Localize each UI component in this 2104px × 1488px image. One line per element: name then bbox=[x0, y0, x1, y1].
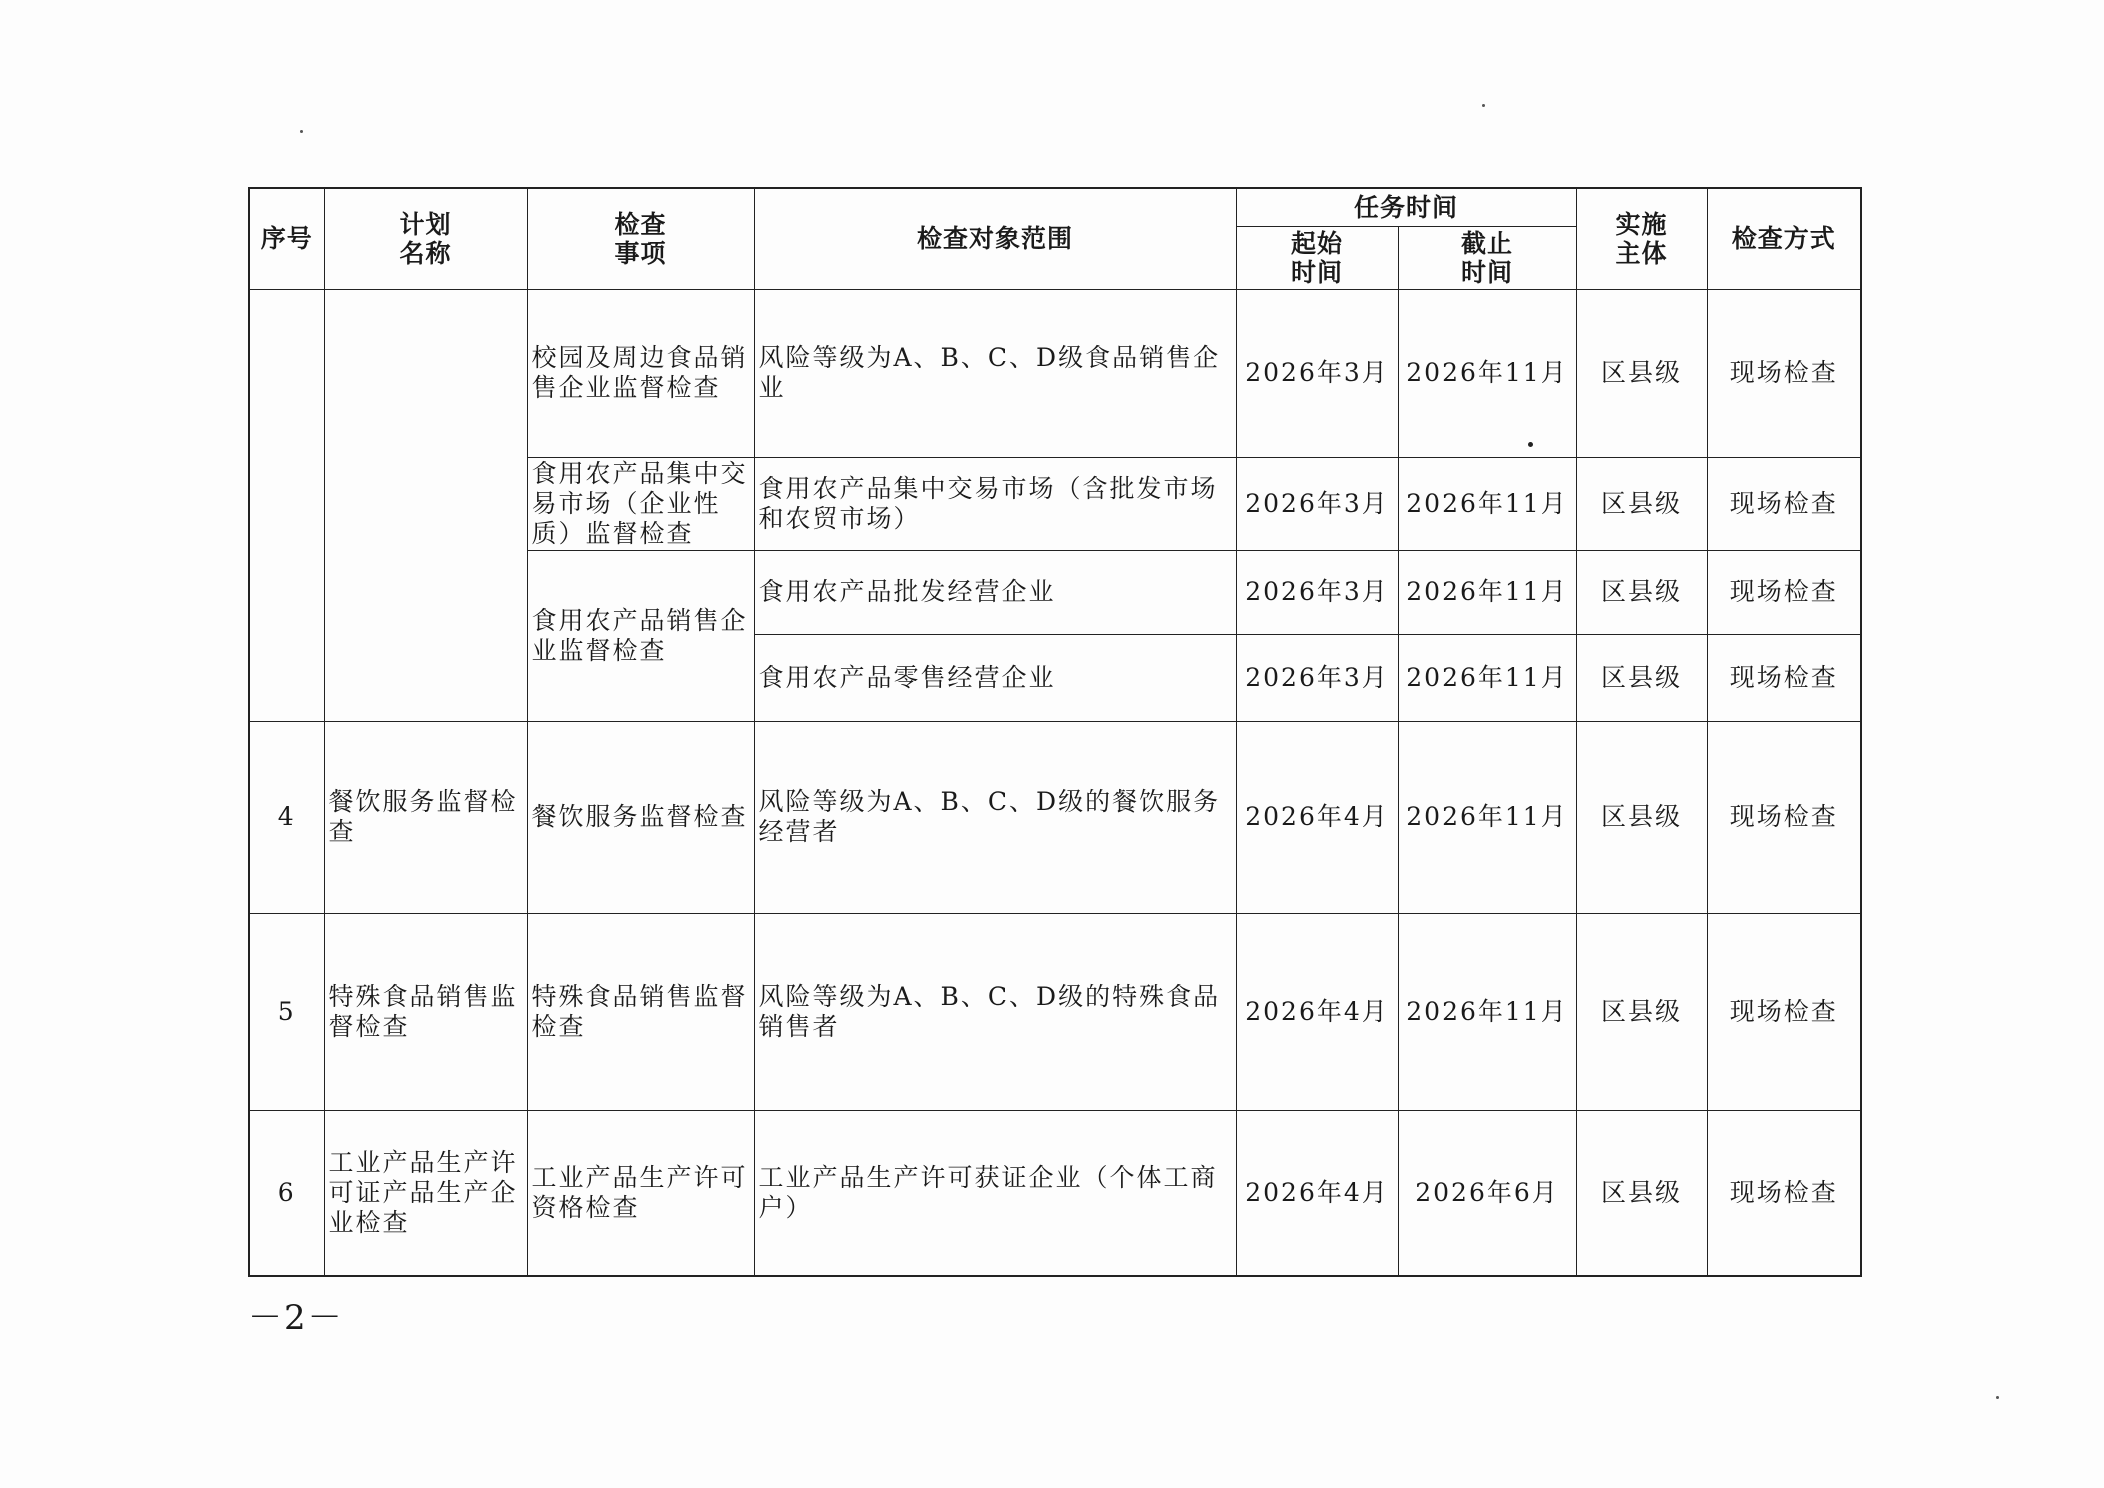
cell-body: 区县级 bbox=[1576, 1110, 1707, 1276]
scan-speck bbox=[1996, 1396, 1999, 1399]
cell-scope: 风险等级为A、B、C、D级的餐饮服务经营者 bbox=[754, 721, 1236, 913]
scan-speck bbox=[300, 130, 303, 133]
header-item-line1: 检查 bbox=[614, 209, 667, 239]
cell-body: 区县级 bbox=[1576, 913, 1707, 1110]
cell-method: 现场检查 bbox=[1707, 721, 1861, 913]
cell-method: 现场检查 bbox=[1707, 1110, 1861, 1276]
table-header bbox=[249, 188, 1861, 289]
cell-end: 2026年11月 bbox=[1398, 550, 1576, 634]
cell-scope: 工业产品生产许可获证企业（个体工商户） bbox=[754, 1110, 1236, 1276]
header-item-line2: 事项 bbox=[614, 238, 667, 268]
header-item bbox=[527, 188, 754, 289]
cell-start: 2026年4月 bbox=[1236, 1110, 1398, 1276]
header-plan-name-line1: 计划 bbox=[399, 209, 452, 239]
table-row bbox=[249, 1110, 1861, 1276]
header-body-line1: 实施 bbox=[1615, 209, 1668, 239]
cell-scope: 食用农产品零售经营企业 bbox=[754, 634, 1236, 721]
header-body-line2: 主体 bbox=[1615, 238, 1668, 268]
cell-body: 区县级 bbox=[1576, 289, 1707, 457]
scan-speck bbox=[1482, 104, 1485, 107]
table-row bbox=[249, 289, 1861, 457]
header-end-line1: 截止 bbox=[1461, 228, 1514, 258]
header-plan-name bbox=[324, 188, 527, 289]
header-seq: 序号 bbox=[249, 188, 324, 289]
cell-method: 现场检查 bbox=[1707, 634, 1861, 721]
header-implementing-body bbox=[1576, 188, 1707, 289]
cell-scope: 风险等级为A、B、C、D级的特殊食品销售者 bbox=[754, 913, 1236, 1110]
cell-item: 特殊食品销售监督检查 bbox=[527, 913, 754, 1110]
cell-end: 2026年11月 bbox=[1398, 913, 1576, 1110]
cell-item: 食用农产品销售企业监督检查 bbox=[527, 550, 754, 721]
cell-scope: 食用农产品集中交易市场（含批发市场和农贸市场） bbox=[754, 457, 1236, 550]
cell-plan: 工业产品生产许可证产品生产企业检查 bbox=[324, 1110, 527, 1276]
cell-method: 现场检查 bbox=[1707, 550, 1861, 634]
cell-seq: 4 bbox=[249, 721, 324, 913]
cell-plan: 餐饮服务监督检查 bbox=[324, 721, 527, 913]
cell-item: 校园及周边食品销售企业监督检查 bbox=[527, 289, 754, 457]
page-number: －2－ bbox=[248, 1298, 344, 1338]
cell-end: 2026年6月 bbox=[1398, 1110, 1576, 1276]
cell-start: 2026年3月 bbox=[1236, 634, 1398, 721]
cell-scope: 风险等级为A、B、C、D级食品销售企业 bbox=[754, 289, 1236, 457]
cell-method: 现场检查 bbox=[1707, 457, 1861, 550]
cell-start: 2026年4月 bbox=[1236, 721, 1398, 913]
cell-start: 2026年4月 bbox=[1236, 913, 1398, 1110]
cell-plan bbox=[324, 289, 527, 721]
cell-method: 现场检查 bbox=[1707, 913, 1861, 1110]
cell-start: 2026年3月 bbox=[1236, 289, 1398, 457]
cell-start: 2026年3月 bbox=[1236, 457, 1398, 550]
table-row bbox=[249, 721, 1861, 913]
header-start-time bbox=[1236, 226, 1398, 289]
cell-body: 区县级 bbox=[1576, 550, 1707, 634]
cell-start: 2026年3月 bbox=[1236, 550, 1398, 634]
header-end-line2: 时间 bbox=[1461, 257, 1514, 287]
cell-body: 区县级 bbox=[1576, 634, 1707, 721]
cell-end: 2026年11月 bbox=[1398, 457, 1576, 550]
cell-seq bbox=[249, 289, 324, 721]
cell-scope: 食用农产品批发经营企业 bbox=[754, 550, 1236, 634]
header-plan-name-line2: 名称 bbox=[399, 238, 452, 268]
cell-item: 餐饮服务监督检查 bbox=[527, 721, 754, 913]
header-end-time bbox=[1398, 226, 1576, 289]
header-task-time: 任务时间 bbox=[1236, 188, 1576, 226]
cell-end: 2026年11月 bbox=[1398, 634, 1576, 721]
table-row bbox=[249, 913, 1861, 1110]
header-scope: 检查对象范围 bbox=[754, 188, 1236, 289]
header-method: 检查方式 bbox=[1707, 188, 1861, 289]
cell-method: 现场检查 bbox=[1707, 289, 1861, 457]
cell-item: 食用农产品集中交易市场（企业性质）监督检查 bbox=[527, 457, 754, 550]
cell-end: 2026年11月 bbox=[1398, 289, 1576, 457]
inspection-plan-table bbox=[248, 187, 1862, 1277]
cell-seq: 5 bbox=[249, 913, 324, 1110]
cell-plan: 特殊食品销售监督检查 bbox=[324, 913, 527, 1110]
header-start-line2: 时间 bbox=[1290, 257, 1343, 287]
cell-body: 区县级 bbox=[1576, 721, 1707, 913]
cell-body: 区县级 bbox=[1576, 457, 1707, 550]
header-start-line1: 起始 bbox=[1290, 228, 1343, 258]
cell-item: 工业产品生产许可资格检查 bbox=[527, 1110, 754, 1276]
cell-end: 2026年11月 bbox=[1398, 721, 1576, 913]
cell-seq: 6 bbox=[249, 1110, 324, 1276]
